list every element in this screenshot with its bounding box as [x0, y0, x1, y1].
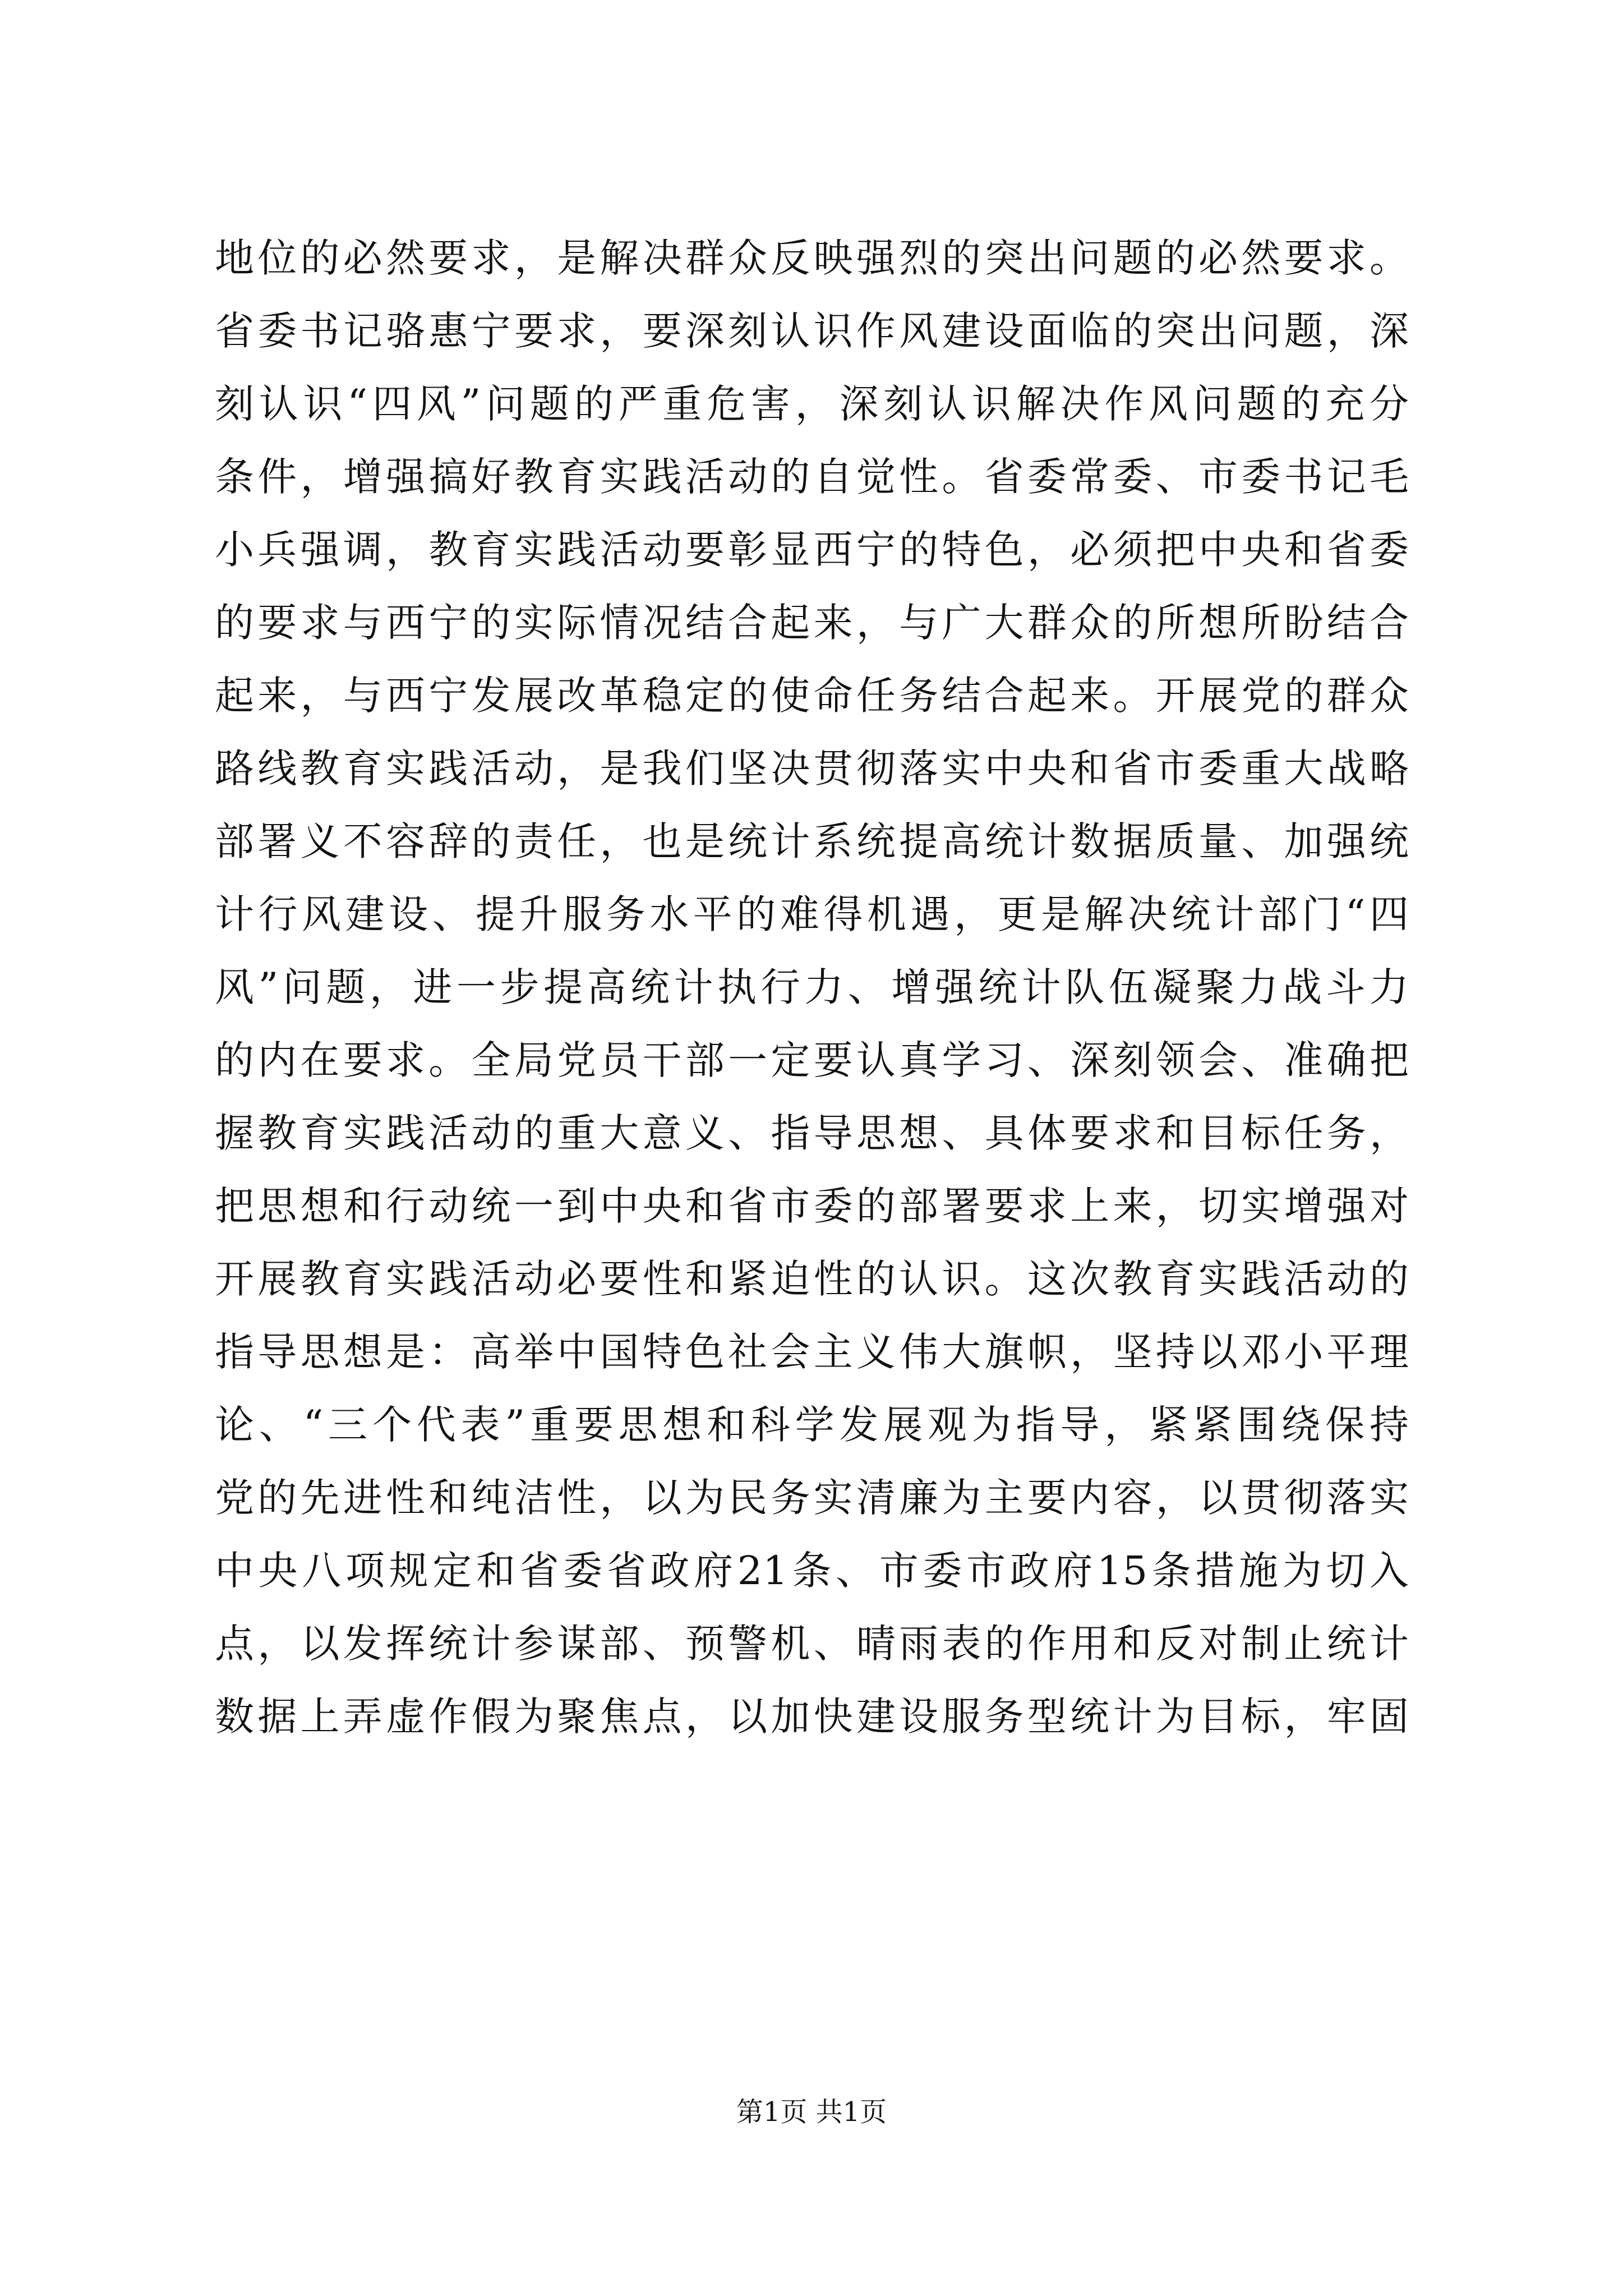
text-line: 路线教育实践活动，是我们坚决贯彻落实中央和省市委重大战略: [215, 746, 1409, 792]
text-line: 小兵强调，教育实践活动要彰显西宁的特色，必须把中央和省委: [215, 527, 1409, 573]
text-line: 握教育实践活动的重大意义、指导思想、具体要求和目标任务，: [215, 1110, 1409, 1156]
text-line: 开展教育实践活动必要性和紧迫性的认识。这次教育实践活动的: [215, 1256, 1409, 1302]
text-line: 的要求与西宁的实际情况结合起来，与广大群众的所想所盼结合: [215, 600, 1409, 646]
body-text: [215, 222, 1409, 1753]
text-line: 部署义不容辞的责任，也是统计系统提高统计数据质量、加强统: [215, 818, 1409, 864]
text-line: 计行风建设、提升服务水平的难得机遇，更是解决统计部门“四: [215, 891, 1409, 937]
text-line: 论、“三个代表”重要思想和科学发展观为指导，紧紧围绕保持: [215, 1402, 1409, 1448]
text-line: 地位的必然要求，是解决群众反映强烈的突出问题的必然要求。: [215, 235, 1409, 281]
text-line: 的内在要求。全局党员干部一定要认真学习、深刻领会、准确把: [215, 1037, 1409, 1083]
text-line: 刻认识“四风”问题的严重危害，深刻认识解决作风问题的充分: [215, 381, 1409, 427]
page-footer: 第1页 共1页: [736, 2096, 887, 2128]
text-line: 指导思想是：高举中国特色社会主义伟大旗帜，坚持以邓小平理: [215, 1329, 1409, 1375]
text-line: 点，以发挥统计参谋部、预警机、晴雨表的作用和反对制止统计: [215, 1621, 1409, 1667]
text-line: 条件，增强搞好教育实践活动的自觉性。省委常委、市委书记毛: [215, 454, 1409, 500]
text-line: 中央八项规定和省委省政府21条、市委市政府15条措施为切入: [215, 1548, 1409, 1594]
text-line: 数据上弄虚作假为聚焦点，以加快建设服务型统计为目标，牢固: [215, 1694, 1409, 1740]
text-line: 省委书记骆惠宁要求，要深刻认识作风建设面临的突出问题，深: [215, 308, 1409, 354]
text-line: 把思想和行动统一到中央和省市委的部署要求上来，切实增强对: [215, 1183, 1409, 1229]
text-line: 党的先进性和纯洁性，以为民务实清廉为主要内容，以贯彻落实: [215, 1475, 1409, 1521]
text-line: 风”问题，进一步提高统计执行力、增强统计队伍凝聚力战斗力: [215, 964, 1409, 1010]
text-line: 起来，与西宁发展改革稳定的使命任务结合起来。开展党的群众: [215, 673, 1409, 719]
